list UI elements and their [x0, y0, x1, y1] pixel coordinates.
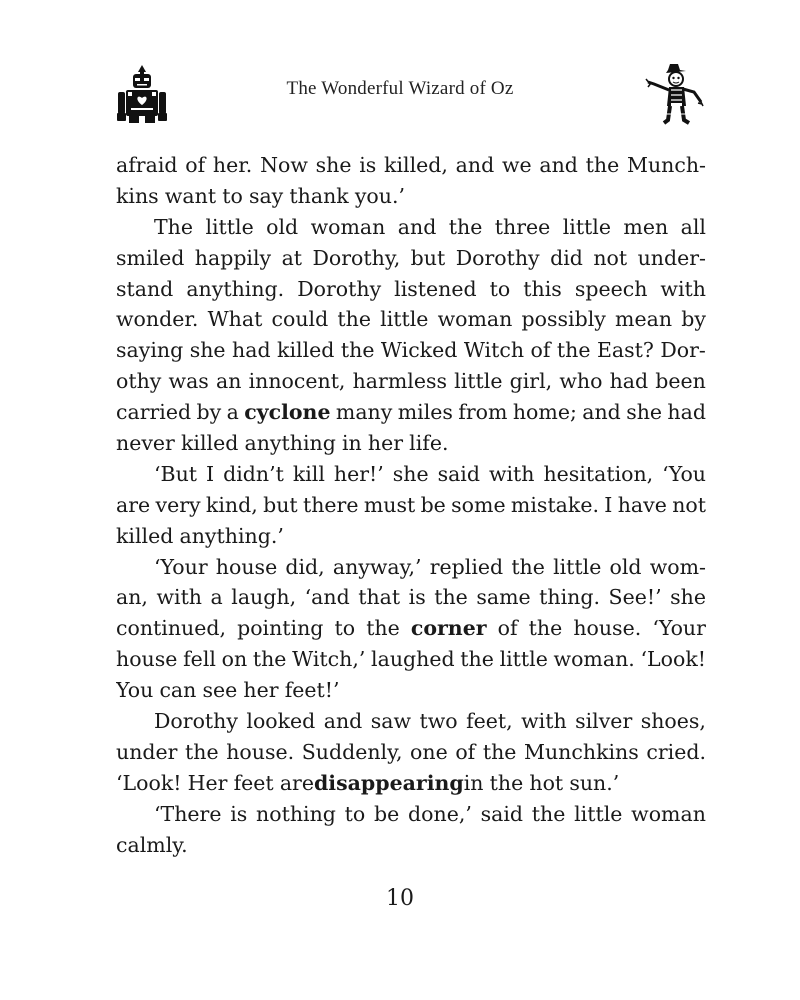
word: and [582, 400, 621, 425]
word: smiled [116, 245, 185, 270]
word: she [392, 461, 429, 486]
word: killed, [384, 153, 448, 177]
word: listened [394, 276, 477, 301]
word: shoes, [640, 709, 706, 734]
word: Munch- [626, 153, 706, 177]
word: with [521, 709, 567, 734]
word: killed [277, 338, 335, 363]
word: Her [187, 770, 228, 795]
glossary-word: cyclone [244, 400, 331, 425]
word: little [562, 214, 611, 239]
word: feet, [466, 709, 513, 734]
word: some [451, 492, 506, 517]
word: Now [260, 153, 308, 177]
text-line [116, 459, 706, 490]
word: woman [437, 307, 513, 332]
word: continued, [116, 616, 226, 641]
word: killed [116, 523, 174, 548]
glossary-word: corner [410, 616, 487, 641]
word: and [397, 214, 437, 239]
word: house [116, 647, 178, 672]
word: mean [615, 307, 673, 332]
word: two [419, 709, 458, 734]
word: cried. [646, 739, 706, 764]
word: kill [292, 461, 325, 486]
word: a [226, 400, 239, 425]
word: can [159, 678, 197, 703]
word: had [609, 369, 649, 394]
word: there [302, 492, 359, 517]
word: afraid [116, 153, 178, 177]
word: say [248, 183, 284, 208]
word: the [366, 616, 400, 641]
word: Munchkins [523, 739, 639, 764]
word: the [448, 214, 483, 239]
word: many [335, 400, 393, 425]
word: with [488, 461, 535, 486]
word: she [670, 585, 706, 610]
word: othy [116, 369, 162, 394]
word: did [550, 245, 583, 270]
word: replied [429, 554, 504, 579]
word: I [206, 461, 215, 486]
word: happily [194, 245, 272, 270]
word: innocent, [248, 369, 346, 394]
word: the [337, 307, 371, 332]
word: old [266, 214, 299, 239]
word: in [341, 431, 362, 456]
word: thank [289, 183, 349, 208]
text-line [116, 521, 706, 552]
text-line [116, 613, 706, 644]
word: the [434, 585, 468, 610]
word: a [210, 585, 223, 610]
word: the [531, 801, 566, 826]
word: by [681, 307, 706, 332]
text-line [116, 366, 706, 397]
word: she [626, 400, 663, 425]
word: an [215, 369, 242, 394]
word: have [617, 492, 667, 517]
word: anything [244, 431, 336, 456]
word: Witch,’ [292, 647, 366, 672]
text-line [116, 150, 706, 181]
word: the [585, 153, 620, 177]
word: anything.’ [179, 523, 284, 548]
glossary-word: disappearing [313, 770, 464, 795]
word: been [655, 369, 706, 394]
word: ‘Your [154, 554, 208, 579]
word: laughed [371, 647, 455, 672]
word: but [263, 492, 298, 517]
word: are [116, 492, 151, 517]
word: are [279, 770, 314, 795]
word: under [116, 739, 178, 764]
word: See!’ [608, 585, 662, 610]
word: Wicked [380, 338, 458, 363]
word: to [489, 276, 511, 301]
word: ‘Look! [116, 770, 182, 795]
word: and [455, 153, 495, 177]
word: ‘There [154, 801, 222, 826]
word: ‘Your [652, 616, 706, 641]
word: woman [631, 801, 706, 826]
text-line [116, 490, 706, 521]
word: this [523, 276, 562, 301]
word: by [196, 400, 222, 425]
word: ‘Look! [640, 647, 706, 672]
word: little [205, 214, 254, 239]
word: the [340, 338, 375, 363]
word: speech [574, 276, 648, 301]
word: looked [246, 709, 316, 734]
word: little [380, 307, 429, 332]
word: of [530, 338, 551, 363]
text-line [116, 274, 706, 305]
word: done,’ [408, 801, 472, 826]
word: want [164, 183, 217, 208]
word: is [359, 153, 377, 177]
word: that [358, 585, 401, 610]
word: the [556, 338, 591, 363]
text-line [116, 552, 706, 583]
word: her!’ [333, 461, 384, 486]
word: was [168, 369, 209, 394]
word: carried [116, 400, 192, 425]
word: harmless [352, 369, 448, 394]
word: thing. [539, 585, 601, 610]
word: an, [116, 585, 148, 610]
word: mistake. [510, 492, 599, 517]
word: Dorothy [154, 709, 238, 734]
word: life. [409, 431, 449, 456]
text-line [116, 644, 706, 675]
text-line [116, 243, 706, 274]
text-line [116, 582, 706, 613]
page-number: 10 [386, 886, 414, 911]
word: feet [233, 770, 274, 795]
word: ‘and [304, 585, 350, 610]
word: of [455, 739, 476, 764]
word: killed [181, 431, 239, 456]
word: saying [116, 338, 184, 363]
text-line [116, 768, 706, 799]
word: to [334, 616, 356, 641]
word: one [410, 739, 448, 764]
word: men [623, 214, 669, 239]
word: possibly [521, 307, 606, 332]
word: had [232, 338, 271, 363]
word: Dorothy [455, 245, 540, 270]
word: in [463, 770, 484, 795]
word: didn’t [223, 461, 284, 486]
word: East? [596, 338, 654, 363]
word: with [156, 585, 203, 610]
text-line [116, 830, 706, 861]
word: kins [116, 183, 159, 208]
word: had [667, 400, 706, 425]
word: house. [226, 739, 295, 764]
word: little [553, 554, 602, 579]
word: never [116, 431, 175, 456]
scarecrow-icon [644, 62, 704, 126]
text-line [116, 675, 706, 706]
word: house [215, 554, 278, 579]
word: calmly. [116, 832, 188, 857]
word: I [604, 492, 613, 517]
word: anyway,’ [332, 554, 422, 579]
word: did, [285, 554, 325, 579]
word: who [559, 369, 603, 394]
word: said [437, 461, 480, 486]
word: must [363, 492, 416, 517]
word: we [501, 153, 532, 177]
word: kind, [205, 492, 258, 517]
text-line [116, 304, 706, 335]
word: on [221, 647, 248, 672]
word: the [489, 770, 524, 795]
word: fell [183, 647, 216, 672]
word: Witch [463, 338, 525, 363]
word: the [460, 647, 494, 672]
word: anything. [186, 276, 285, 301]
word: see [202, 678, 238, 703]
word: very [155, 492, 201, 517]
word: not [593, 245, 628, 270]
word: sun.’ [569, 770, 620, 795]
word: silver [575, 709, 633, 734]
word: the [511, 554, 545, 579]
word: could [271, 307, 329, 332]
word: home; [512, 400, 577, 425]
text-line [116, 397, 706, 428]
word: same [476, 585, 531, 610]
word: not [672, 492, 706, 517]
text-line [116, 212, 706, 243]
word: wonder. [116, 307, 199, 332]
word: feet!’ [284, 678, 340, 703]
word: she [315, 153, 352, 177]
word: hesitation, [543, 461, 654, 486]
word: little [499, 647, 548, 672]
word: little [574, 801, 623, 826]
word: you.’ [354, 183, 406, 208]
word: little [454, 369, 503, 394]
word: Dor- [660, 338, 706, 363]
word: the [185, 739, 219, 764]
word: Suddenly, [301, 739, 403, 764]
word: miles [397, 400, 453, 425]
word: The [154, 214, 194, 239]
word: the [482, 739, 517, 764]
word: her [243, 678, 279, 703]
word: house. [573, 616, 642, 641]
word: of [185, 153, 206, 177]
word: is [230, 801, 248, 826]
word: What [207, 307, 263, 332]
word: her [367, 431, 404, 456]
word: with [660, 276, 706, 301]
word: be [420, 492, 446, 517]
word: You [116, 678, 154, 703]
text-line [116, 706, 706, 737]
word: ‘You [662, 461, 706, 486]
word: laugh, [231, 585, 297, 610]
word: to [222, 183, 243, 208]
word: Dorothy [297, 276, 382, 301]
word: of [497, 616, 518, 641]
word: is [408, 585, 426, 610]
word: said [480, 801, 524, 826]
word: the [528, 616, 563, 641]
text-line [116, 737, 706, 768]
body-text [116, 150, 706, 860]
word: girl, [509, 369, 553, 394]
word: but [410, 245, 446, 270]
word: to [344, 801, 366, 826]
word: her. [212, 153, 253, 177]
word: ‘But [154, 461, 198, 486]
word: the [252, 647, 287, 672]
word: stand [116, 276, 174, 301]
word: three [494, 214, 551, 239]
text-line [116, 428, 706, 459]
word: at [281, 245, 303, 270]
word: she [189, 338, 226, 363]
word: and [323, 709, 363, 734]
word: saw [370, 709, 412, 734]
word: and [539, 153, 578, 177]
word: pointing [237, 616, 324, 641]
word: woman [310, 214, 386, 239]
word: hot [529, 770, 564, 795]
text-line [116, 335, 706, 366]
word: woman. [553, 647, 635, 672]
word: Dorothy, [312, 245, 401, 270]
word: nothing [256, 801, 336, 826]
word: old [609, 554, 642, 579]
word: be [374, 801, 400, 826]
text-line [116, 799, 706, 830]
word: wom- [649, 554, 706, 579]
word: all [680, 214, 706, 239]
text-line [116, 181, 706, 212]
running-title: The Wonderful Wizard of Oz [286, 78, 514, 99]
word: under- [637, 245, 706, 270]
word: from [458, 400, 508, 425]
